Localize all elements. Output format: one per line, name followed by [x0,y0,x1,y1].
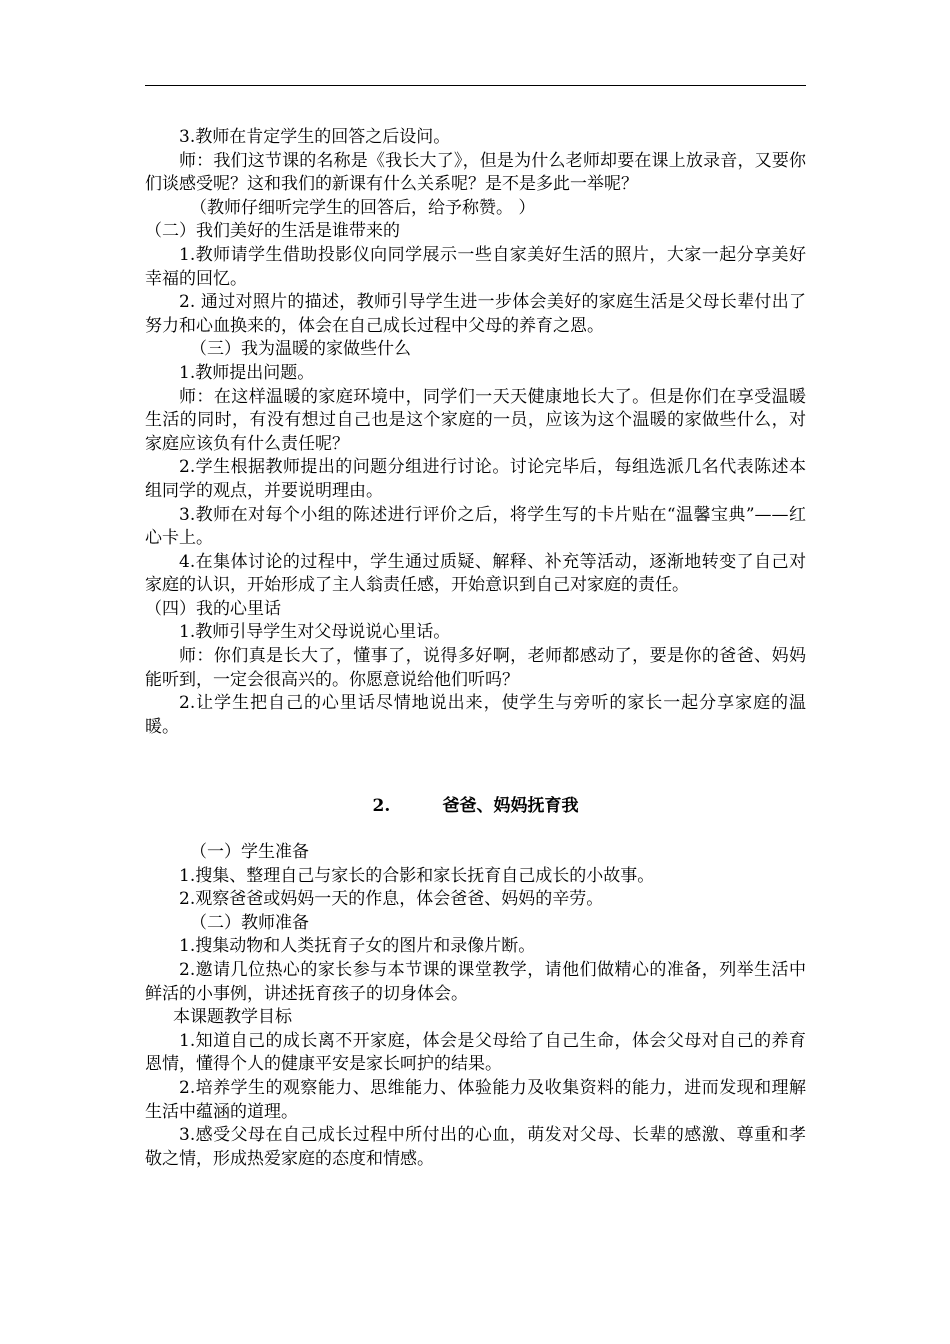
section-heading: （一）学生准备 [190,842,309,863]
paragraph: 3.教师在肯定学生的回答之后设问。 [179,127,451,147]
section-heading: （三）我为温暖的家做些什么 [190,339,411,360]
paragraph: 3.教师在对每个小组的陈述进行评价之后，将学生写的卡片贴在“温馨宝典”——红心卡上。 [145,504,806,549]
section-title-text: 爸爸、妈妈抚育我 [442,796,579,817]
paragraph: 2.让学生把自己的心里话尽情地说出来，使学生与旁听的家长一起分享家庭的温暖。 [145,693,806,737]
section-title [145,795,806,819]
paragraph: 2.培养学生的观察能力、思维能力、体验能力及收集资料的能力，进而发现和理解生活中蕴涵的道理。 [145,1077,806,1122]
paragraph: （教师仔细听完学生的回答后，给予称赞。 ） [190,197,536,218]
section-heading: 本课题教学目标 [173,1007,292,1028]
section-title-number: 2. [372,796,391,817]
section-heading: （四）我的心里话 [145,598,281,619]
paragraph: 师：你们真是长大了，懂事了，说得多好啊，老师都感动了，要是你的爸爸、妈妈能听到，一定会很高兴的。你愿意说给他们听吗？ [145,646,806,690]
paragraph: 2. 通过对照片的描述，教师引导学生进一步体会美好的家庭生活是父母长辈付出了努力和心血换来的，体会在自己成长过程中父母的养育之恩。 [145,292,806,336]
paragraph: 1.搜集、整理自己与家长的合影和家长抚育自己成长的小故事。 [179,865,655,886]
paragraph: 师：在这样温暖的家庭环境中，同学们一天天健康地长大了。但是你们在享受温暖生活的同时，有没有想过自己也是这个家庭的一员，应该为这个温暖的家做些什么，对家庭应该负有什么责任呢？ [145,386,806,454]
section-heading: （二）教师准备 [190,912,309,933]
paragraph: 2.学生根据教师提出的问题分组进行讨论。讨论完毕后，每组选派几名代表陈述本组同学的观点，并要说明理由。 [145,457,806,501]
paragraph: 师：我们这节课的名称是《我长大了》，但是为什么老师却要在课上放录音，又要你们谈感受呢？这和我们的新课有什么关系呢？是不是多此一举呢？ [145,150,806,195]
document-body [145,126,806,1171]
paragraph: 1.教师提出问题。 [179,362,315,383]
paragraph: 1.搜集动物和人类抚育子女的图片和录像片断。 [179,936,536,957]
paragraph: 3.感受父母在自己成长过程中所付出的心血，萌发对父母、长辈的感激、尊重和孝敬之情，形成热爱家庭的态度和情感。 [145,1125,806,1169]
header-rule [145,85,806,86]
paragraph: 2.邀请几位热心的家长参与本节课的课堂教学，请他们做精心的准备，列举生活中鲜活的小事例，讲述抚育孩子的切身体会。 [145,960,806,1004]
section-heading: （二）我们美好的生活是谁带来的 [145,221,400,242]
paragraph: 1.教师请学生借助投影仪向同学展示一些自家美好生活的照片，大家一起分享美好幸福的回忆。 [145,244,806,289]
paragraph: 2.观察爸爸或妈妈一天的作息，体会爸爸、妈妈的辛劳。 [179,889,604,910]
paragraph: 4.在集体讨论的过程中，学生通过质疑、解释、补充等活动，逐渐地转变了自己对家庭的认识，开始形成了主人翁责任感，开始意识到自己对家庭的责任。 [145,551,806,596]
paragraph: 1.知道自己的成长离不开家庭，体会是父母给了自己生命，体会父母对自己的养育恩情，懂得个人的健康平安是家长呵护的结果。 [145,1030,806,1075]
paragraph: 1.教师引导学生对父母说说心里话。 [179,622,451,643]
